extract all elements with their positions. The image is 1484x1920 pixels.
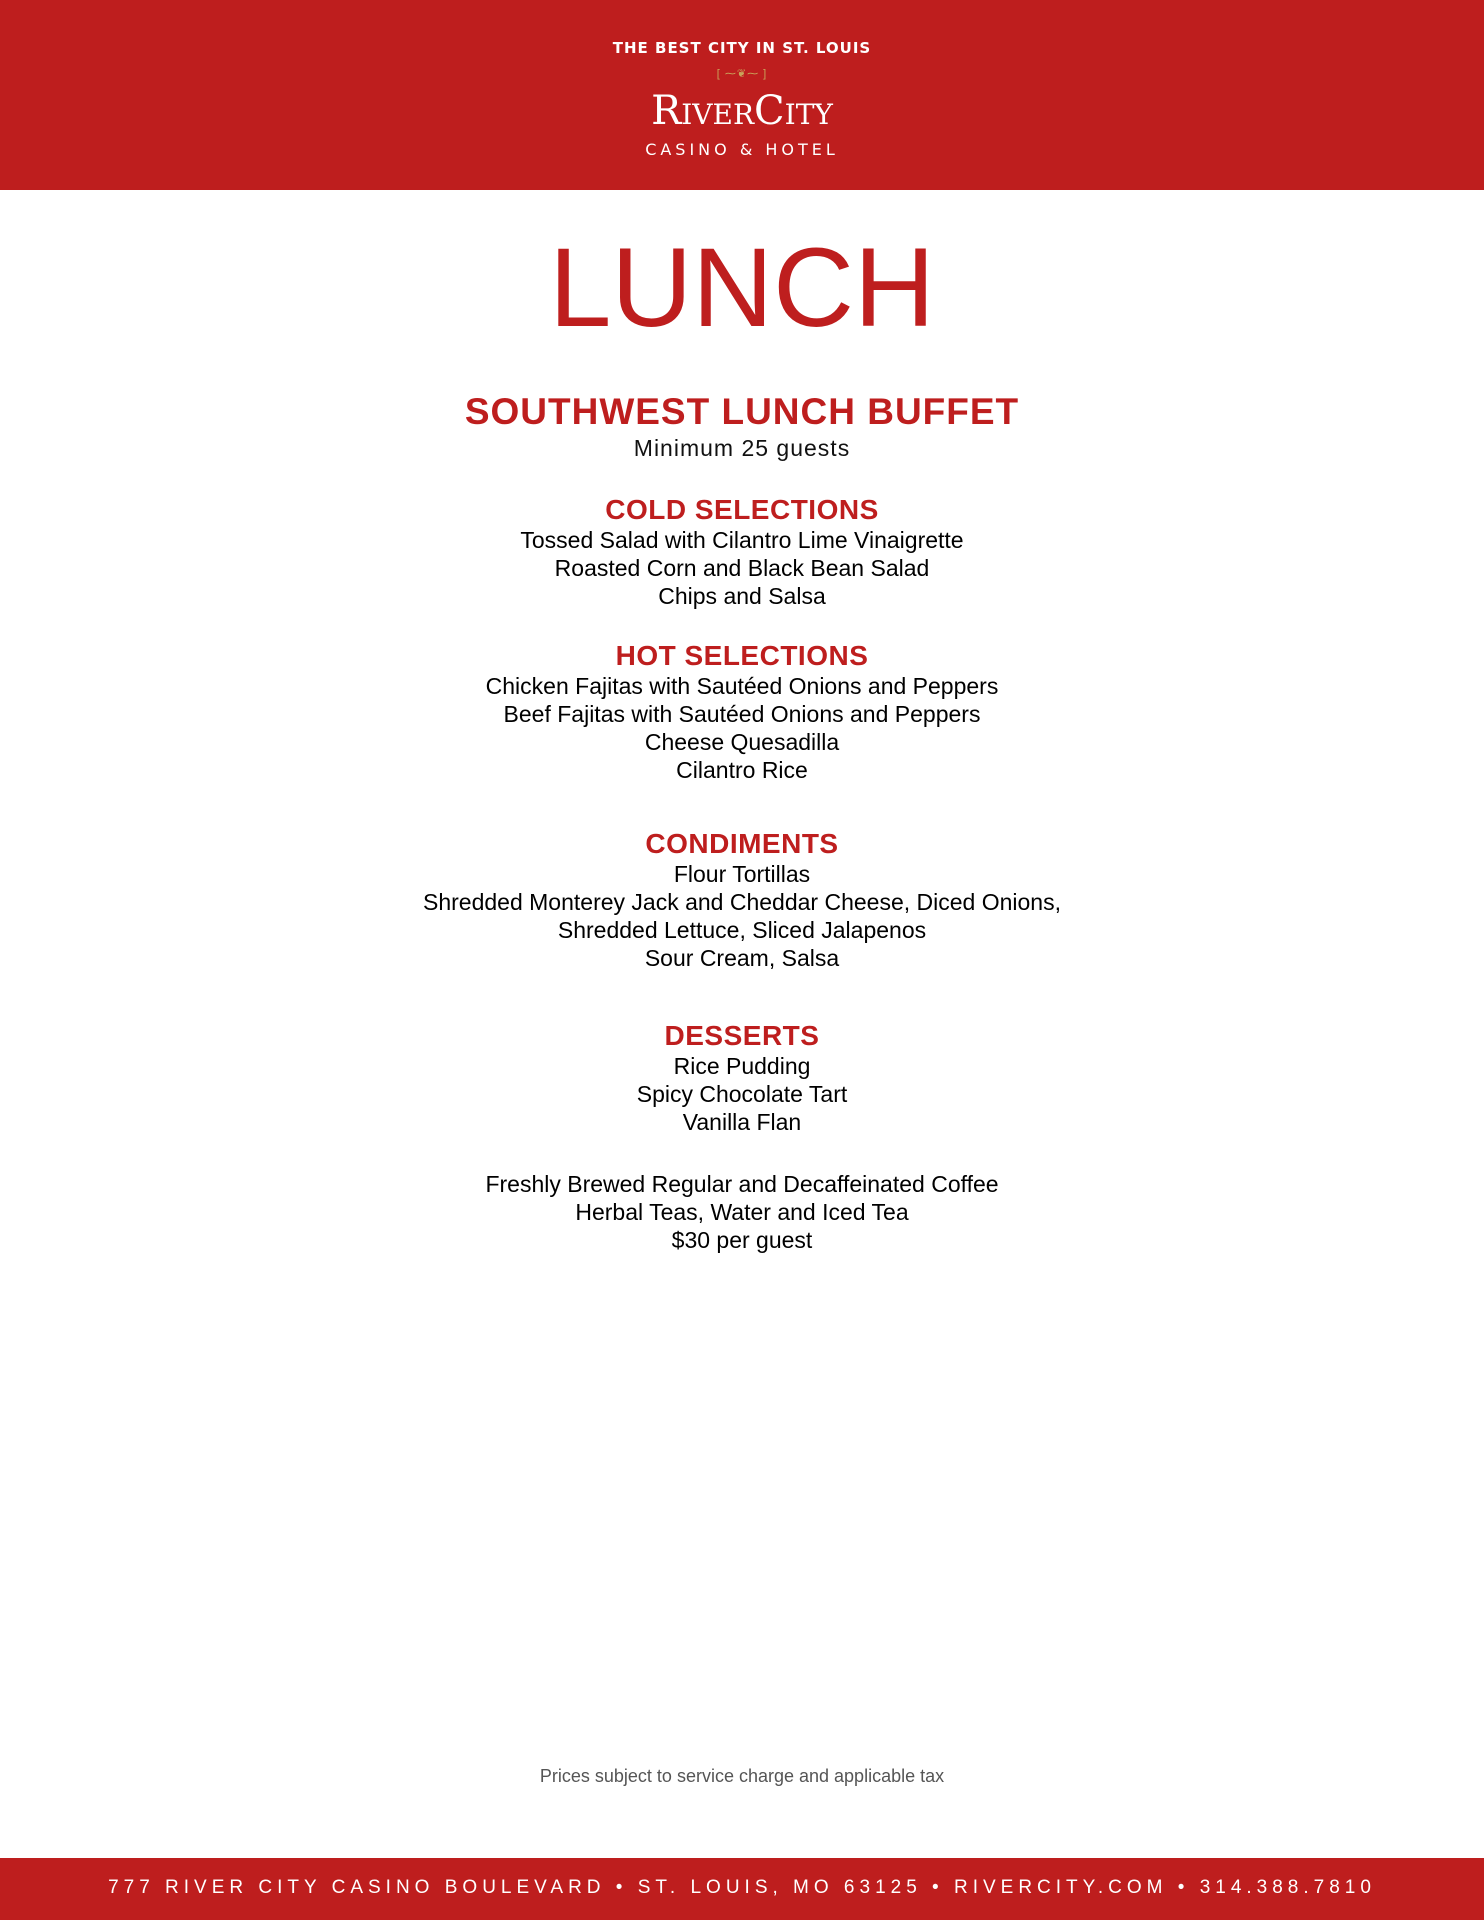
beverage-item: Herbal Teas, Water and Iced Tea [575,1199,909,1225]
menu-item: Tossed Salad with Cilantro Lime Vinaigrette [520,527,964,553]
ornament-icon: [ ⁓❦⁓ ] [716,68,768,80]
beverage-item: Freshly Brewed Regular and Decaffeinated Coffee [485,1171,999,1197]
section-cold-selections [0,494,1484,610]
menu-item: Shredded Lettuce, Sliced Jalapenos [557,917,927,943]
menu-item: Vanilla Flan [682,1109,802,1135]
section-condiments [0,828,1484,972]
header-tagline: THE BEST CITY IN ST. LOUIS [612,39,872,57]
menu-item: Sour Cream, Salsa [644,945,840,971]
footer-contact-info: 777 RIVER CITY CASINO BOULEVARD • ST. LOUIS, MO 63125 • RIVERCITY.COM • 314.388.7810 [108,1877,1376,1898]
menu-item: Chips and Salsa [658,583,826,609]
section-heading: HOT SELECTIONS [615,640,869,671]
buffet-title: SOUTHWEST LUNCH BUFFET [464,391,1020,432]
prices-note: Prices subject to service charge and applicable tax [539,1766,945,1786]
page-title: LUNCH [549,225,935,350]
menu-content [0,190,1484,1254]
menu-item: Spicy Chocolate Tart [636,1081,848,1107]
menu-item: Cilantro Rice [676,757,808,783]
section-heading: COLD SELECTIONS [605,494,879,525]
menu-item: Shredded Monterey Jack and Cheddar Cheese, Diced Onions, [423,889,1061,915]
section-beverages [0,1170,1484,1254]
footer-banner [0,1858,1484,1920]
menu-item: Cheese Quesadilla [644,729,840,755]
menu-item: Chicken Fajitas with Sautéed Onions and Peppers [485,673,999,699]
menu-item: Beef Fajitas with Sautéed Onions and Peppers [503,701,981,727]
header-banner [0,0,1484,190]
section-desserts [0,1020,1484,1136]
minimum-guests: Minimum 25 guests [633,435,851,461]
logo-wordmark: RiverCity [651,88,833,134]
section-heading: CONDIMENTS [645,828,839,859]
menu-item: Rice Pudding [673,1053,811,1079]
section-hot-selections [0,640,1484,784]
section-heading: DESSERTS [664,1020,820,1051]
menu-item: Flour Tortillas [673,861,811,887]
logo-subtitle: CASINO & HOTEL [645,140,839,159]
price-per-guest: $30 per guest [671,1227,813,1253]
menu-item: Roasted Corn and Black Bean Salad [554,555,930,581]
